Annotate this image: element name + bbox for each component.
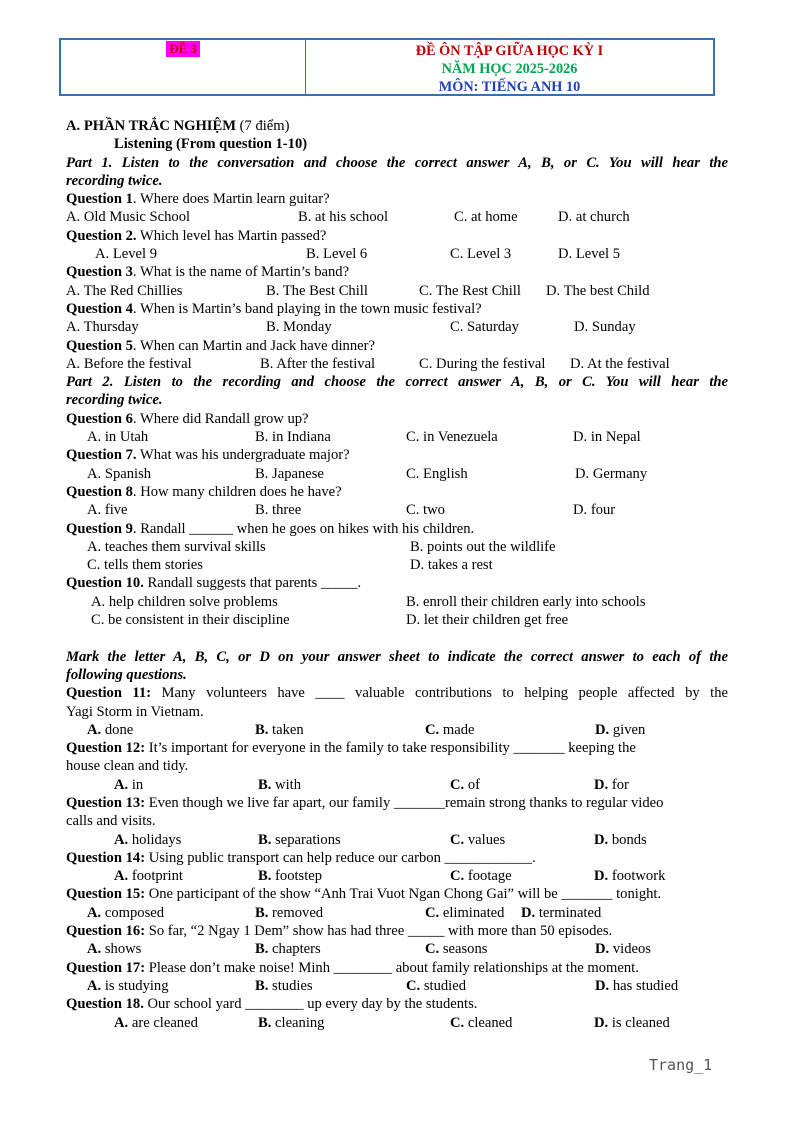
option-letter: C. [450,776,465,793]
option-text: holidays [131,831,182,848]
answer-option: D. At the festival [570,355,670,372]
question-number: Question 7. [66,447,137,464]
answer-option [255,904,323,922]
options-row [66,318,728,336]
answer-option [87,977,169,995]
subject: MÔN: TIẾNG ANH 10 [438,79,581,95]
answer-option [87,904,164,922]
question-number: Question 6 [66,410,133,427]
answer-option [114,831,181,849]
question-text: Many volunteers have ____ valuable contributions to helping people affected by the [151,685,728,702]
options-row [66,904,728,922]
answer-option: C. at home [454,209,518,226]
question-number: Question 14: [66,849,146,866]
answer-option [425,904,504,922]
answer-option [114,1014,198,1032]
question-stem [66,227,728,245]
answer-option: C. The Rest Chill [419,282,521,299]
option-letter: B. [255,904,269,921]
answer-option [406,977,466,995]
option-text: done [104,721,134,738]
answer-option [521,904,601,922]
question-number: Question 10. [66,575,144,592]
answer-option [450,867,512,885]
answer-option [450,831,505,849]
question-text: Using public transport can help reduce our carbon ____________. [145,849,536,866]
option-text: taken [272,721,304,738]
option-letter: C. [450,868,465,885]
answer-option: B. Monday [266,319,332,336]
options-row [66,977,728,995]
question-stem [66,794,728,812]
answer-option: D. takes a rest [410,557,493,574]
option-text: seasons [442,941,488,958]
option-letter: B. [258,776,272,793]
answer-option: A. Level 9 [95,246,158,263]
question-stem [66,446,728,464]
option-text: made [442,721,475,738]
option-letter: B. [258,1014,272,1031]
answer-option: C. Level 3 [450,246,512,263]
answer-option [594,1014,670,1032]
option-letter: A. [87,904,102,921]
option-text: footstep [275,868,323,885]
answer-option: D. let their children get free [406,612,569,629]
options-row [66,940,728,958]
question-number: Question 5 [66,337,133,354]
answer-option [258,867,322,885]
answer-option [450,1014,512,1032]
option-letter: C. [425,904,440,921]
answer-option [595,721,645,739]
answer-option: C. in Venezuela [406,429,498,446]
option-letter: A. [114,776,129,793]
option-letter: A. [87,721,102,738]
question-text: Randall suggests that parents _____. [143,575,362,592]
exam-code: ĐỀ 3 [166,41,200,57]
option-letter: D. [594,1014,609,1031]
question-stem [66,337,728,355]
answer-option: B. three [255,502,302,519]
answer-option [594,831,647,849]
question-text: What was his undergraduate major? [136,447,350,464]
question-text: Please don’t make noise! Minh ________ about family relationships at the moment. [145,959,639,976]
option-text: shows [104,941,142,958]
question-stem [66,739,728,757]
question-number: Question 15: [66,886,146,903]
option-letter: A. [87,977,102,994]
question-stem [66,684,728,702]
option-text: cleaned [467,1014,513,1031]
answer-option: C. be consistent in their discipline [91,612,290,629]
answer-option [258,1014,324,1032]
option-text: values [467,831,506,848]
answer-option: C. English [406,465,468,482]
question-text: . Where did Randall grow up? [132,410,309,427]
question-number: Question 16: [66,923,146,940]
option-text: given [612,721,646,738]
option-text: of [467,776,481,793]
exam-code-cell [61,40,306,94]
question-number: Question 17: [66,959,146,976]
options-row [66,465,728,483]
question-text: Which level has Martin passed? [136,227,327,244]
page-number: Trang_1 [649,1056,713,1074]
exam-title: ĐỀ ÔN TẬP GIỮA HỌC KỲ I [415,43,604,59]
option-letter: A. [87,941,102,958]
options-row [66,721,728,739]
answer-option: A. Before the festival [66,355,192,372]
options-row [66,867,728,885]
answer-option [594,776,629,794]
answer-option: C. two [406,502,445,519]
option-text: bonds [611,831,647,848]
question-text-cont: Yagi Storm in Vietnam. [66,703,204,720]
question-number: Question 4 [66,300,133,317]
option-text: studied [423,977,467,994]
answer-option: A. help children solve problems [91,593,278,610]
part1-questions [66,190,728,373]
question-text: . What is the name of Martin’s band? [132,264,350,281]
option-letter: D. [595,941,610,958]
answer-option [595,940,651,958]
answer-option: C. During the festival [419,355,546,372]
options-row [66,831,728,849]
answer-option: B. points out the wildlife [410,538,556,555]
option-text: composed [104,904,165,921]
section-a-heading: A. PHẦN TRẮC NGHIỆM (7 điểm) [66,118,290,134]
question-number: Question 9 [66,520,133,537]
question-stem [66,520,728,538]
option-text: are cleaned [131,1014,198,1031]
question-text: Even though we live far apart, our family _______remain strong thanks to regular video [145,794,664,811]
question-number: Question 8 [66,483,133,500]
options-row [66,428,728,446]
question-text: Our school yard ________ up every day by the students. [143,996,478,1013]
answer-option [255,940,321,958]
part1-instruction-cont: recording twice. [66,172,163,189]
part2-instruction: Part 2. Listen to the recording and choose the correct answer A, B, or C. You will hear the [66,374,728,391]
option-text: videos [612,941,651,958]
question-text: . When is Martin’s band playing in the town music festival? [132,300,482,317]
question-text: . Randall ______ when he goes on hikes with his children. [132,520,475,537]
question-stem [66,263,728,281]
question-text: It’s important for everyone in the family to take responsibility _______ keeping the [145,740,636,757]
option-text: with [275,776,301,793]
question-stem [66,995,728,1013]
answer-option [114,867,183,885]
question-stem [66,483,728,501]
option-letter: C. [450,1014,465,1031]
answer-option: A. five [87,502,128,519]
question-stem [66,922,728,940]
option-text: studies [272,977,313,994]
answer-option [87,940,141,958]
option-text: footprint [131,868,183,885]
question-stem [66,190,728,208]
multiple-choice-questions [66,684,728,1032]
options-row [66,556,728,574]
exam-title-cell [306,40,713,94]
answer-option: B. enroll their children early into schools [406,593,646,610]
option-letter: C. [406,977,421,994]
answer-option [114,776,143,794]
option-letter: C. [450,831,465,848]
school-year: NĂM HỌC 2025-2026 [441,61,578,77]
option-text: cleaning [275,1014,325,1031]
answer-option: A. Old Music School [66,209,191,226]
question-stem [66,300,728,318]
answer-option [255,721,304,739]
question-stem [66,574,728,592]
option-letter: D. [594,831,609,848]
answer-option: B. in Indiana [255,429,331,446]
options-row [66,245,728,263]
option-letter: D. [594,776,609,793]
option-letter: A. [114,1014,129,1031]
answer-option: D. four [573,502,616,519]
options-row [66,1014,728,1032]
answer-option: D. The best Child [546,282,650,299]
answer-option: B. at his school [298,209,388,226]
question-number: Question 11: [66,685,152,702]
answer-option: A. Spanish [87,465,152,482]
part1-instruction: Part 1. Listen to the conversation and choose the correct answer A, B, or C. You will hear the [66,154,728,171]
answer-option [255,977,313,995]
blank-line [66,629,728,647]
question-stem [66,959,728,977]
question-text: So far, “2 Ngay 1 Dem” show has had three _____ with more than 50 episodes. [145,923,613,940]
options-row [66,611,728,629]
question-number: Question 18. [66,996,144,1013]
option-letter: D. [594,868,609,885]
part2-instruction-cont: recording twice. [66,392,163,409]
answer-option: D. at church [558,209,630,226]
option-letter: A. [114,868,129,885]
question-text: . When can Martin and Jack have dinner? [132,337,375,354]
question-text: . How many children does he have? [132,483,342,500]
answer-option: D. Germany [575,465,648,482]
answer-option: D. Level 5 [558,246,621,263]
question-number: Question 2. [66,227,137,244]
exam-header [59,38,715,96]
option-letter: B. [255,977,269,994]
option-text: footwork [611,868,666,885]
answer-option: C. tells them stories [87,557,203,574]
option-text: in [131,776,144,793]
option-text: removed [272,904,324,921]
option-text: separations [275,831,341,848]
answer-option [595,977,678,995]
answer-option: C. Saturday [450,319,519,336]
answer-option: B. Japanese [255,465,324,482]
question-number: Question 13: [66,794,146,811]
option-letter: C. [425,941,440,958]
answer-option [594,867,665,885]
option-text: for [611,776,629,793]
option-letter: B. [258,868,272,885]
answer-option: D. in Nepal [573,429,641,446]
options-row [66,593,728,611]
question-text-cont: calls and visits. [66,813,156,830]
answer-option: A. in Utah [87,429,149,446]
answer-option [450,776,480,794]
answer-option [87,721,133,739]
question-stem [66,849,728,867]
question-number: Question 1 [66,191,133,208]
option-text: is cleaned [611,1014,670,1031]
part2-questions [66,410,728,630]
mark-instruction: Mark the letter A, B, C, or D on your answer sheet to indicate the correct answer to each of the [66,648,728,665]
answer-option: D. Sunday [574,319,636,336]
option-letter: D. [595,721,610,738]
question-text: One participant of the show “Anh Trai Vuot Ngan Chong Gai” will be _______ tonight. [145,886,662,903]
option-text: chapters [272,941,321,958]
answer-option [258,831,341,849]
option-letter: A. [114,831,129,848]
answer-option: B. After the festival [260,355,376,372]
mark-instruction-cont: following questions. [66,666,187,683]
question-number: Question 12: [66,740,146,757]
question-stem [66,885,728,903]
option-letter: B. [255,721,269,738]
question-text: . Where does Martin learn guitar? [132,191,330,208]
options-row [66,282,728,300]
option-letter: B. [258,831,272,848]
answer-option [425,940,487,958]
answer-option [425,721,474,739]
answer-option: B. Level 6 [306,246,368,263]
option-text: is studying [104,977,169,994]
question-number: Question 3 [66,264,133,281]
listening-heading: Listening (From question 1-10) [114,136,308,153]
options-row [66,208,728,226]
options-row [66,355,728,373]
answer-option: B. The Best Chill [266,282,368,299]
answer-option: A. Thursday [66,319,139,336]
answer-option: A. teaches them survival skills [87,538,266,555]
options-row [66,538,728,556]
answer-option [258,776,301,794]
option-letter: C. [425,721,440,738]
option-letter: B. [255,941,269,958]
options-row [66,501,728,519]
option-text: eliminated [442,904,505,921]
option-text: footage [467,868,512,885]
question-text-cont: house clean and tidy. [66,758,189,775]
option-letter: D. [521,904,536,921]
option-text: has studied [612,977,679,994]
document-body [66,117,728,1032]
answer-option: A. The Red Chillies [66,282,183,299]
question-stem [66,410,728,428]
options-row [66,776,728,794]
option-letter: D. [595,977,610,994]
option-text: terminated [538,904,602,921]
